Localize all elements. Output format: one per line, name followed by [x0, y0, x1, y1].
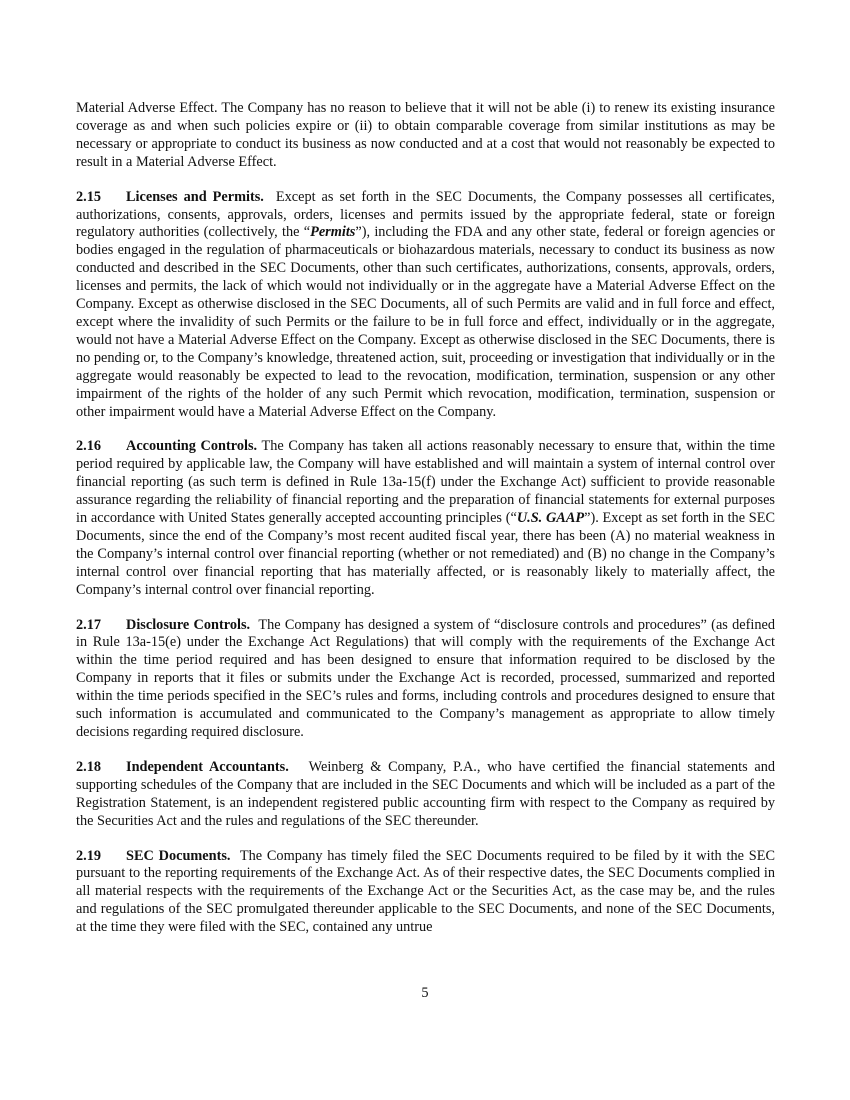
defined-term: Permits — [310, 224, 356, 241]
section-number: 2.16 — [76, 438, 102, 455]
section-2-15 — [76, 189, 775, 422]
section-text: The Company has timely filed the SEC Documents required to be filed by it with the SEC pursuant to the reporting requirements of the Exchange Act. As of their respective dates, the SEC Documents complied in all material respects with the requirements of the Exchange Act or the Securities Act, as the case may be, and the rules and regulations of the SEC promulgated thereunder applicable to the SEC Documents, and none of the SEC Documents, at the time they were filed with the SEC, contained any untrue — [76, 847, 775, 936]
section-title: Independent Accountants. — [126, 758, 289, 775]
section-2-18 — [76, 759, 775, 831]
section-text-part: Except as set forth in the SEC Documents, the Company possesses all certificates, authorizations, consents, approvals, orders, licenses and permits issued by the appropriate federal, state or foreign regulatory authorities (collectively, the “ — [76, 188, 776, 241]
section-text: The Company has designed a system of “disclosure controls and procedures” (as defined in Rule 13a-15(e) under the Exchange Act Regulations) that will comply with the requirements of the Exchange Act within the time period required and has been designed to ensure that information required to be disclosed by the Company in reports that it files or submits under the Exchange Act is recorded, processed, summarized and reported within the time periods specified in the SEC’s rules and forms, including controls and procedures designed to ensure that such information is accumulated and communicated to the Company’s management as appropriate to allow timely decisions regarding required disclosure. — [76, 616, 775, 740]
section-title: Licenses and Permits. — [126, 188, 264, 205]
section-title: Disclosure Controls. — [126, 616, 251, 633]
section-2-19 — [76, 848, 775, 938]
section-2-17 — [76, 617, 775, 742]
section-title: Accounting Controls. — [126, 438, 258, 455]
document-page — [76, 100, 775, 954]
section-text-part: The Company has taken all actions reasonably necessary to ensure that, within the time period required by applicable law, the Company will have established and will maintain a system of internal control over financial reporting (as such term is defined in Rule 13a-15(f) under the Exchange Act) sufficient to provide reasonable assurance regarding the reliability of financial reporting and the preparation of financial statements for external purposes in accordance with United States generally accepted accounting principles (“ — [76, 438, 775, 527]
page-number: 5 — [421, 985, 429, 1001]
section-number: 2.18 — [76, 758, 102, 775]
section-text: Weinberg & Company, P.A., who have certified the financial statements and supporting schedules of the Company that are included in the SEC Documents and which will be included as a part of the Registration Statement, is an independent registered public accounting firm with respect to the Company as required by the Securities Act and the rules and regulations of the SEC thereunder. — [76, 758, 776, 829]
section-text-part: ”), including the FDA and any other state, federal or foreign agencies or bodies engaged in the regulation of pharmaceuticals or biohazardous materials, necessary to conduct its business as now conducted and described in the SEC Documents, other than such certificates, authorizations, consents, approvals, orders, licenses and permits, the lack of which would not individually or in the aggregate have a Material Adverse Effect on the Company. Except as otherwise disclosed in the SEC Documents, all of such Permits are valid and in full force and effect, except where the invalidity of such Permits or the failure to be in full force and effect, individually or in the aggregate, would not have a Material Adverse Effect on the Company. Except as otherwise disclosed in the SEC Documents, there is no pending or, to the Company’s knowledge, threatened action, suit, proceeding or investigation that individually or in the aggregate would reasonably be expected to lead to the revocation, modification, termination, suspension or any other impairment of the rights of the holder of any such Permit which revocation, modification, termination, suspension or other impairment would have a Material Adverse Effect on the Company. — [76, 224, 775, 420]
paragraph-intro: Material Adverse Effect. The Company has no reason to believe that it will not be able (i) to renew its existing insurance coverage as and when such policies expire or (ii) to obtain comparable coverage from similar institutions as may be necessary or appropriate to conduct its business as now conducted and at a cost that would not reasonably be expected to result in a Material Adverse Effect. — [76, 100, 775, 170]
section-number: 2.17 — [76, 616, 102, 633]
section-number: 2.19 — [76, 847, 102, 864]
section-title: SEC Documents. — [126, 847, 231, 864]
section-text-part: ”). Except as set forth in the SEC Documents, since the end of the Company’s most recent audited fiscal year, there has been (A) no material weakness in the Company’s internal control over financial reporting (whether or not remediated) and (B) no change in the Company’s internal control over financial reporting that has materially affected, or is reasonably likely to materially affect, the Company’s internal control over financial reporting. — [76, 510, 775, 598]
section-number: 2.15 — [76, 188, 102, 205]
section-2-16 — [76, 438, 775, 599]
defined-term: U.S. GAAP — [516, 510, 585, 527]
